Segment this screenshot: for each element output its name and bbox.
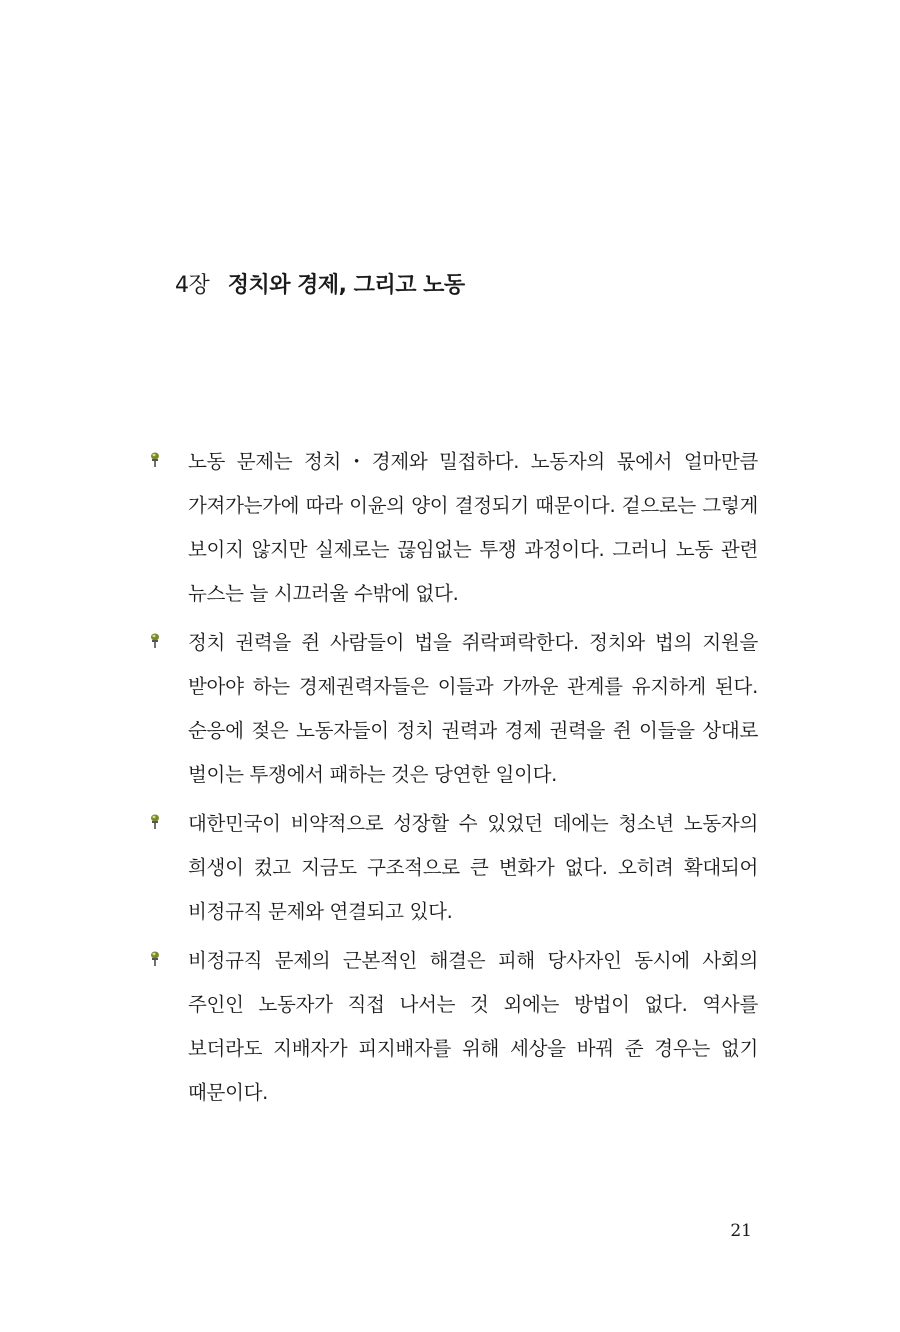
bullet-item xyxy=(148,939,758,1115)
bullet-item xyxy=(148,621,758,797)
bullet-text: 대한민국이 비약적으로 성장할 수 있었던 데에는 청소년 노동자의 희생이 컸고 지금도 구조적으로 큰 변화가 없다. 오히려 확대되어 비정규직 문제와 연결되고 있다. xyxy=(188,812,758,923)
chapter-heading xyxy=(175,268,465,299)
pushpin-icon xyxy=(148,633,162,649)
bullet-text: 정치 권력을 쥔 사람들이 법을 쥐락펴락한다. 정치와 법의 지원을 받아야 하는 경제권력자들은 이들과 가까운 관계를 유지하게 된다. 순응에 젖은 노동자들이 정치 권력과 경제 권력을 쥔 이들을 상대로 벌이는 투쟁에서 패하는 것은 당연한 일이다. xyxy=(188,631,758,786)
pushpin-icon xyxy=(148,452,162,468)
page-number: 21 xyxy=(730,1221,752,1241)
bullet-item xyxy=(148,440,758,616)
chapter-title: 정치와 경제, 그리고 노동 xyxy=(227,273,465,298)
summary-bullet-list xyxy=(148,440,758,1120)
pushpin-icon xyxy=(148,814,162,830)
pushpin-icon xyxy=(148,951,162,967)
bullet-text: 노동 문제는 정치・경제와 밀접하다. 노동자의 몫에서 얼마만큼 가져가는가에 따라 이윤의 양이 결정되기 때문이다. 겉으로는 그렇게 보이지 않지만 실제로는 끊임없는 투쟁 과정이다. 그러니 노동 관련 뉴스는 늘 시끄러울 수밖에 없다. xyxy=(188,450,758,605)
chapter-number: 4장 xyxy=(175,273,210,298)
bullet-item xyxy=(148,802,758,934)
bullet-text: 비정규직 문제의 근본적인 해결은 피해 당사자인 동시에 사회의 주인인 노동자가 직접 나서는 것 외에는 방법이 없다. 역사를 보더라도 지배자가 피지배자를 위해 세상을 바꿔 준 경우는 없기 때문이다. xyxy=(188,949,758,1104)
